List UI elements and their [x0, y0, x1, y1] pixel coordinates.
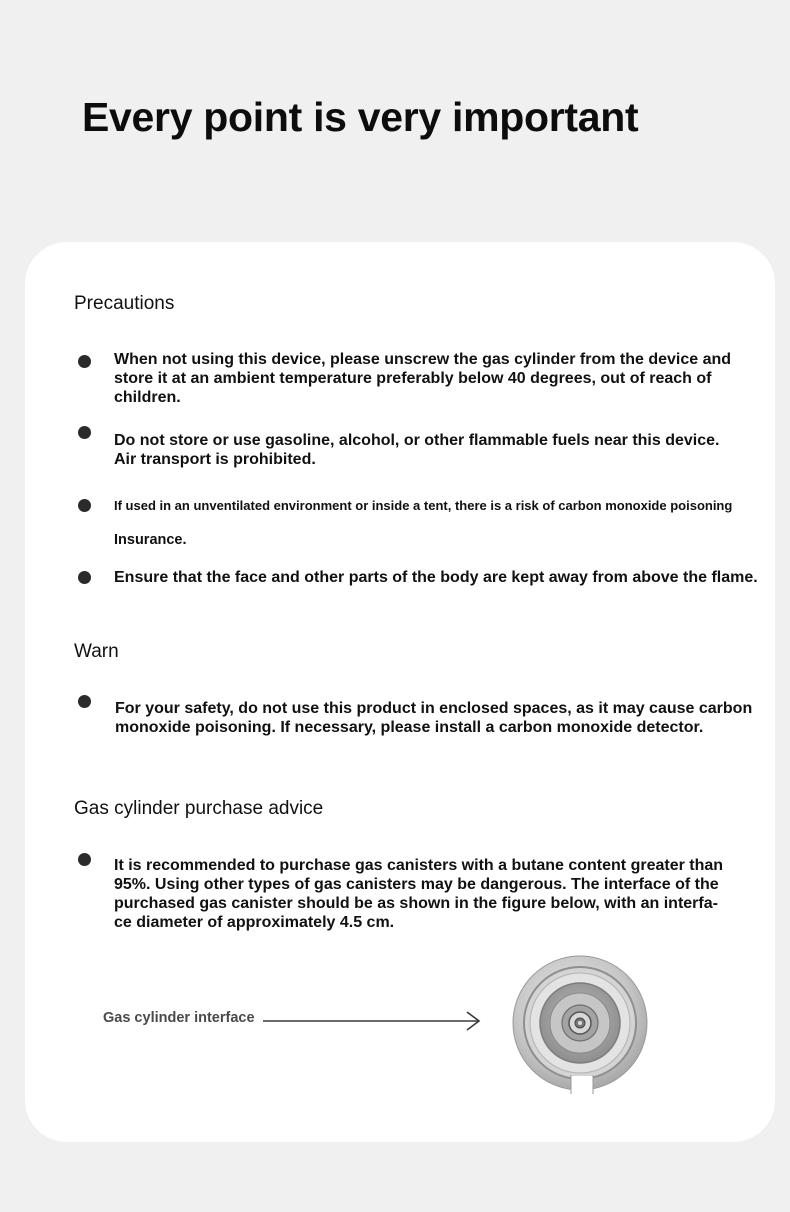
section-title-gas-advice: Gas cylinder purchase advice	[74, 798, 324, 819]
page-headline: Every point is very important	[82, 94, 639, 140]
arrow-right-icon	[261, 1010, 483, 1032]
precaution-item-2: Do not store or use gasoline, alcohol, or other flammable fuels near this device. Air transport is prohibited.	[114, 432, 720, 468]
gas-cylinder-interface-label: Gas cylinder interface	[103, 1010, 255, 1026]
gas-cylinder-interface-image	[509, 954, 651, 1096]
content-card	[25, 242, 775, 1142]
precaution-item-3-continuation: Insurance.	[114, 532, 187, 548]
section-title-precautions: Precautions	[74, 293, 175, 314]
precaution-item-1: When not using this device, please unscrew the gas cylinder from the device and store it at an ambient temperature preferably below 40 degrees, out of reach of children.	[114, 351, 732, 406]
gas-advice-item-1: It is recommended to purchase gas canisters with a butane content greater than 95%. Using other types of gas canisters may be dangerous. The interface of the purchased gas canister should be as shown in the figure below, with an interfa-ce diameter of approximately 4.5 cm.	[114, 857, 724, 931]
precaution-item-4: Ensure that the face and other parts of the body are kept away from above the flame.	[114, 569, 758, 586]
precaution-item-3: If used in an unventilated environment or inside a tent, there is a risk of carbon monoxide poisoning	[114, 498, 733, 513]
bullet-icon	[78, 499, 91, 512]
bullet-icon	[78, 355, 91, 368]
section-title-warn: Warn	[74, 641, 119, 662]
warn-item-1: For your safety, do not use this product in enclosed spaces, as it may cause carbon monoxide poisoning. If necessary, please install a carbon monoxide detector.	[115, 700, 753, 736]
bullet-icon	[78, 426, 91, 439]
bullet-icon	[78, 853, 91, 866]
bullet-icon	[78, 571, 91, 584]
bullet-icon	[78, 695, 91, 708]
